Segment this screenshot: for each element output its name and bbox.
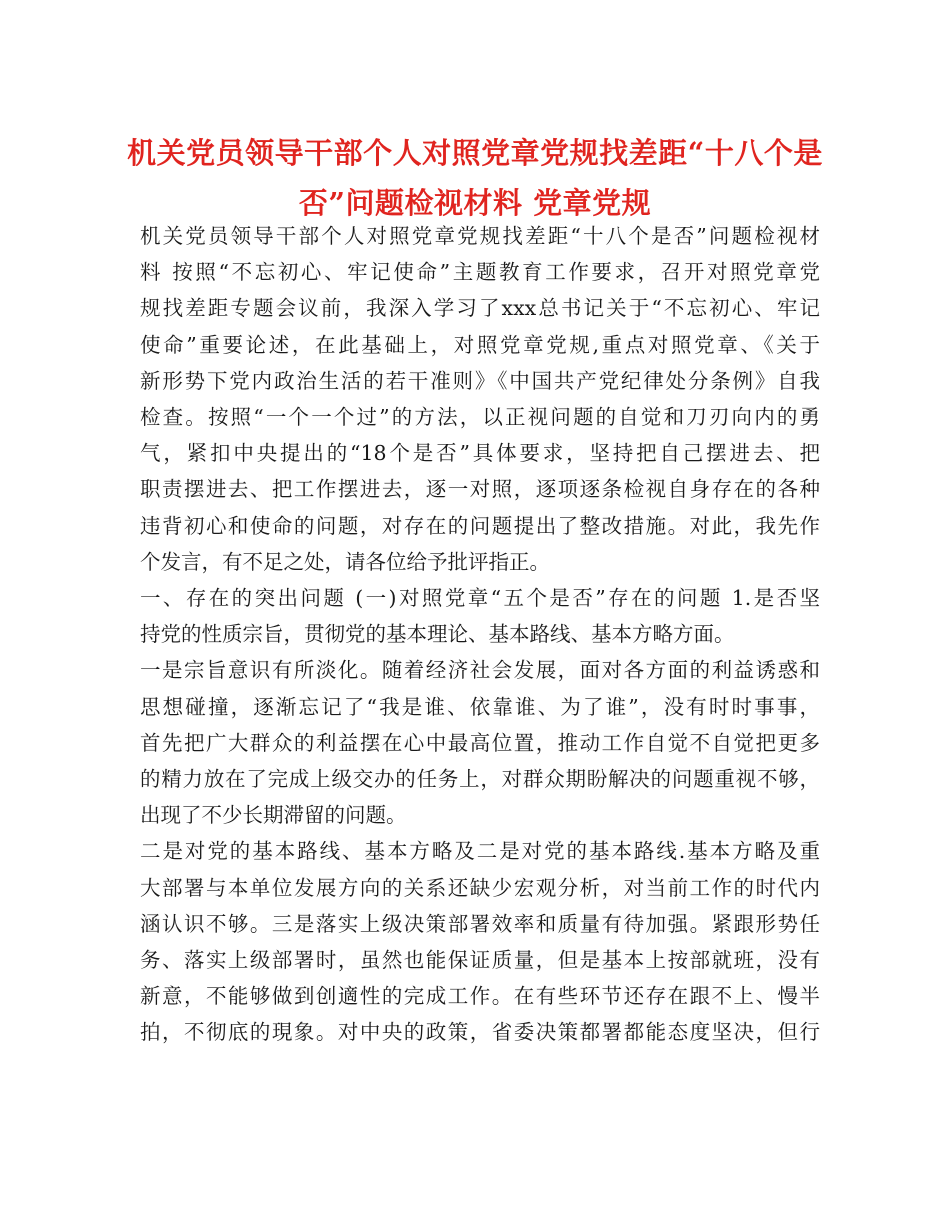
paragraph-line: 检查。按照“一个一个过”的方法，以正视问题的自觉和刀刃向内的勇 bbox=[140, 405, 820, 430]
paragraph-line: 的精力放在了完成上级交办的任务上，对群众期盼解决的问题重视不够， bbox=[140, 767, 820, 792]
paragraph-line: 大部署与本单位发展方向的关系还缺少宏观分析，对当前工作的时代内 bbox=[140, 875, 820, 900]
paragraph-line: 使命”重要论述，在此基础上，对照党章党规,重点对照党章、《关于 bbox=[140, 332, 820, 357]
paragraph-line: 思想碰撞，逐渐忘记了“我是谁、依靠谁、为了谁”，没有时时事事， bbox=[140, 694, 820, 719]
paragraph-line: 二是对党的基本路线、基本方略及二是对党的基本路线.基本方略及重 bbox=[140, 839, 820, 864]
paragraph-line: 新形势下党内政治生活的若干准则》《中国共产党纪律处分条例》自我 bbox=[140, 368, 820, 393]
paragraph-line: 务、落实上级部署时，虽然也能保证质量，但是基本上按部就班，没有 bbox=[140, 948, 820, 973]
paragraph-line: 规找差距专题会议前，我深入学习了xxx总书记关于“不忘初心、牢记 bbox=[140, 296, 820, 321]
paragraph-line: 一、存在的突出问题 (一)对照党章“五个是否”存在的问题 1.是否坚 bbox=[140, 586, 820, 611]
paragraph-line: 个发言，有不足之处，请各位给予批评指正。 bbox=[140, 549, 550, 574]
body-paragraph bbox=[140, 580, 820, 652]
title-line: 否”问题检视材料 党章党规 bbox=[298, 186, 652, 220]
paragraph-line: 涵认识不够。三是落实上级决策部署效率和质量有待加强。紧跟形势任 bbox=[140, 911, 820, 936]
paragraph-line: 气，紧扣中央提出的“18个是否”具体要求，坚持把自己摆进去、把 bbox=[140, 441, 820, 466]
paragraph-line: 新意，不能够做到创適性的完成工作。在有些环节还存在跟不上、慢半 bbox=[140, 984, 820, 1009]
document-body bbox=[140, 218, 820, 1051]
paragraph-line: 一是宗旨意识有所淡化。随着经济社会发展，面对各方面的利益诱惑和 bbox=[140, 658, 820, 683]
paragraph-line: 机关党员领导干部个人对照党章党规找差距“十八个是否”问题检视材 bbox=[140, 224, 820, 248]
document-title bbox=[120, 128, 830, 228]
paragraph-line: 拍，不彻底的現象。对中央的政策，省委决策都署都能态度坚决，但行 bbox=[140, 1020, 820, 1045]
paragraph-line: 料 按照“不忘初心、牢记使命”主题教育工作要求，召开对照党章党 bbox=[140, 260, 820, 285]
paragraph-line: 持党的性质宗旨，贯彻党的基本理论、基本路线、基本方略方面。 bbox=[140, 622, 735, 647]
paragraph-line: 首先把广大群众的利益摆在心中最高位置，推动工作自觉不自觉把更多 bbox=[140, 730, 820, 755]
paragraph-line: 违背初心和使命的问题，对存在的问题提出了整改措施。对此，我先作 bbox=[140, 513, 820, 538]
title-line: 机关党员领导干部个人对照党章党规找差距“十八个是 bbox=[127, 136, 823, 170]
body-paragraph bbox=[140, 652, 820, 833]
paragraph-line: 职责摆进去、把工作摆进去，逐一对照，逐项逐条检视自身存在的各种 bbox=[140, 477, 820, 502]
body-paragraph bbox=[140, 218, 820, 580]
body-paragraph bbox=[140, 833, 820, 1050]
paragraph-line: 出现了不少长期滞留的问题。 bbox=[140, 803, 407, 828]
